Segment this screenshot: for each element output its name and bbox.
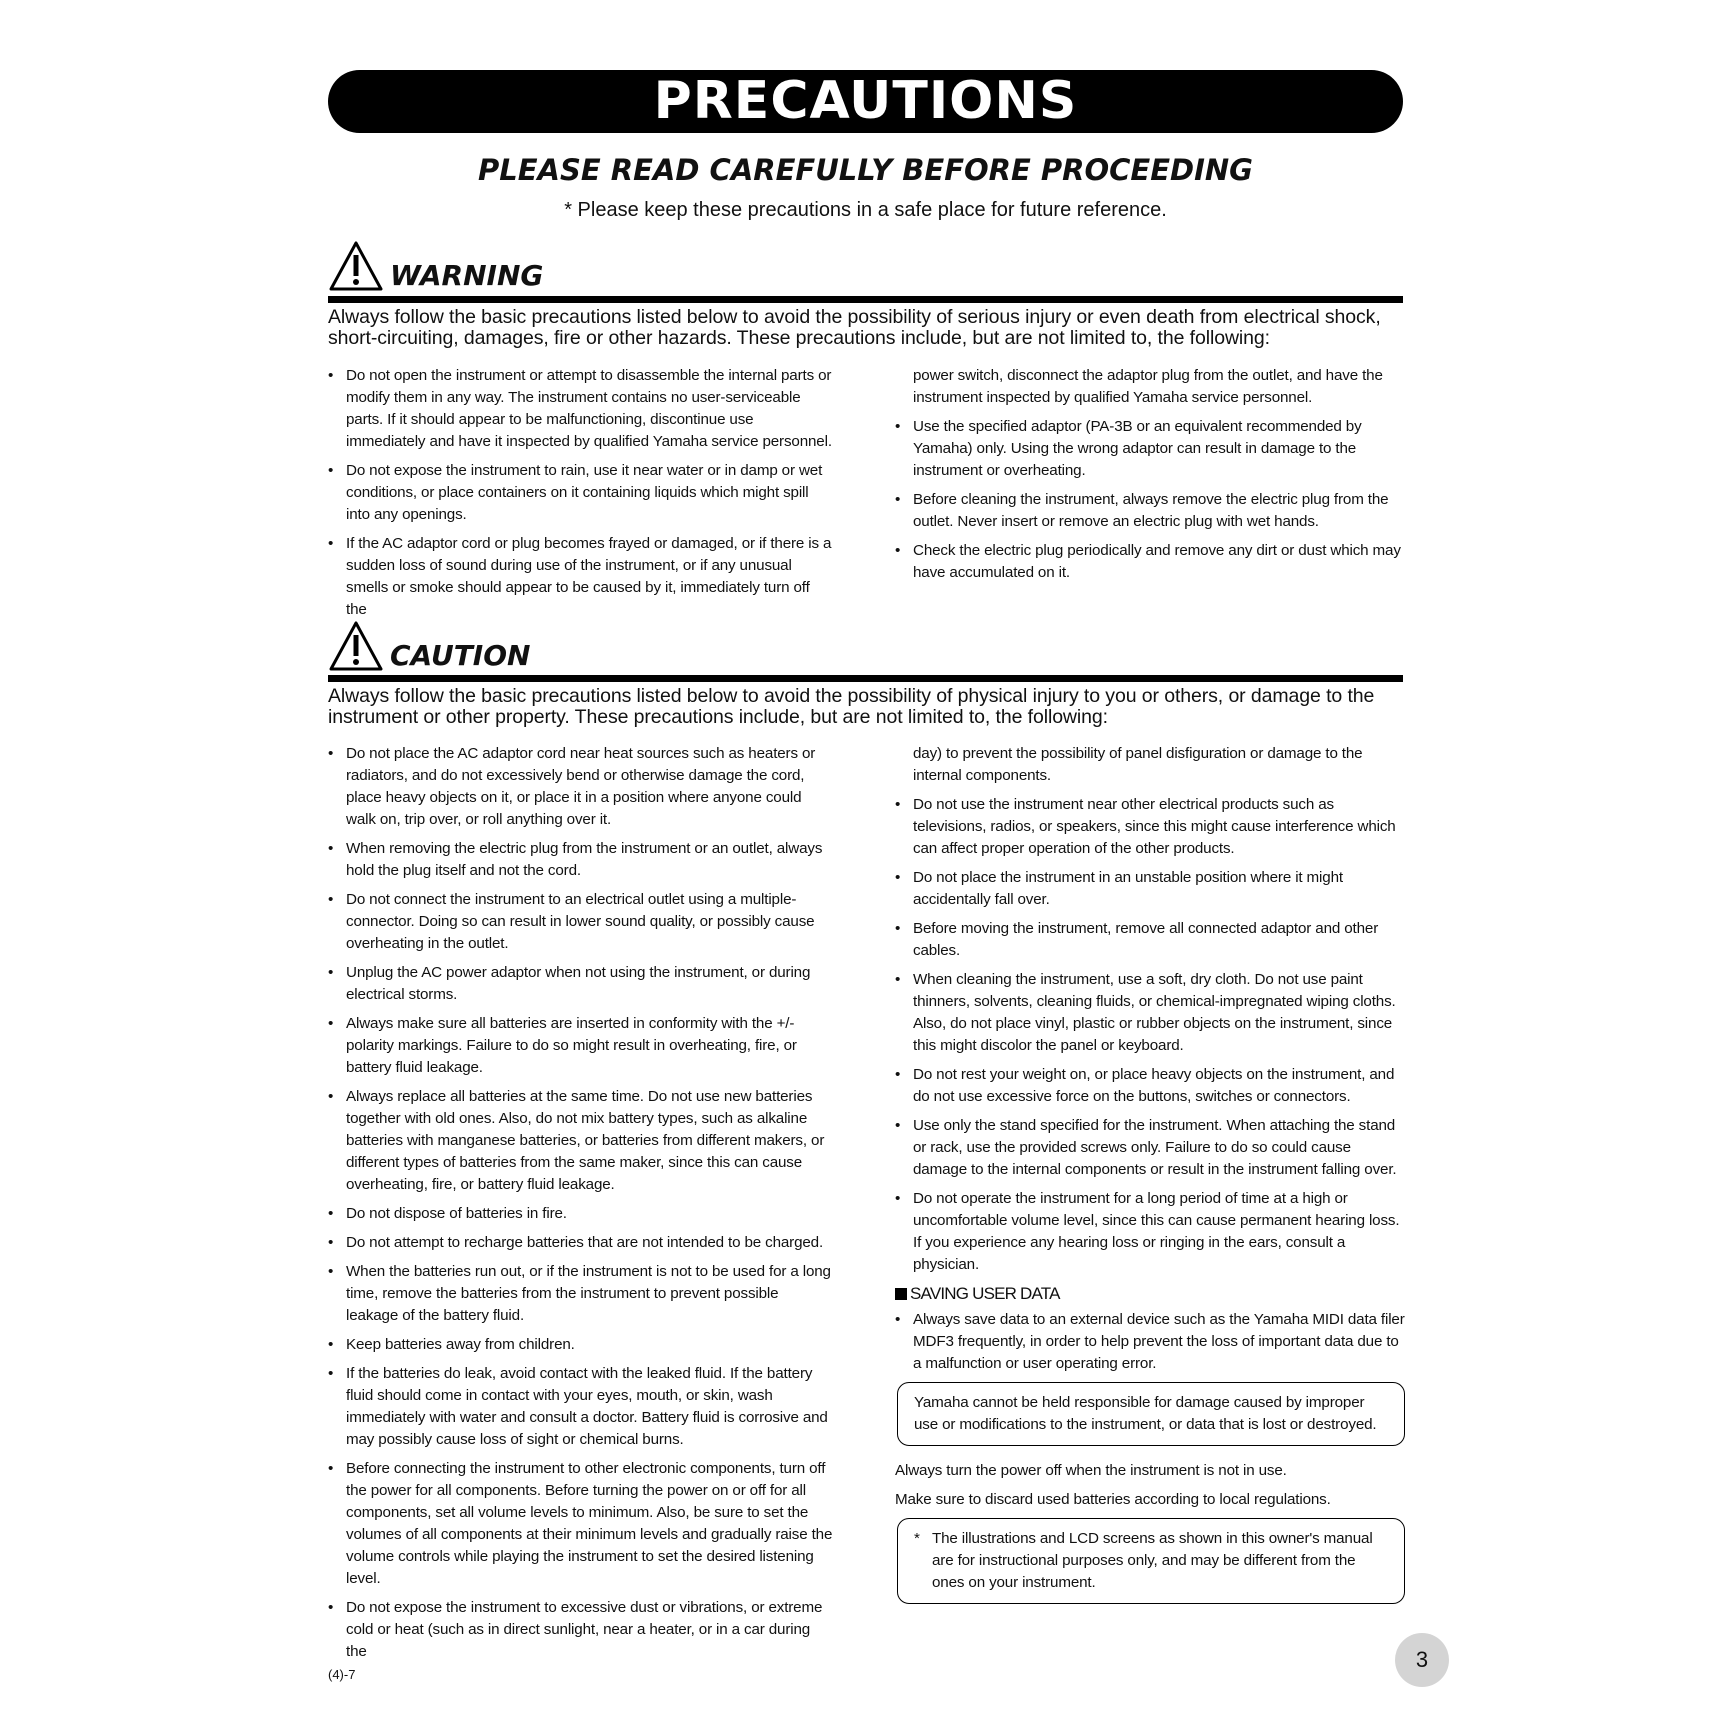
- list-item: • Do not use the instrument near other electrical products such as televisions, radios, or speakers, since this might cause interference which can affect proper operation of the other products.: [895, 794, 1405, 860]
- page-title: PRECAUTIONS: [328, 70, 1403, 133]
- caution-title: CAUTION: [390, 639, 531, 672]
- list-item: • When the batteries run out, or if the instrument is not to be used for a long time, remove the batteries from the instrument to prevent possible leakage of the battery fluid.: [328, 1261, 833, 1327]
- list-item: • When cleaning the instrument, use a soft, dry cloth. Do not use paint thinners, solvents, cleaning fluids, or chemical-impregnated wiping cloths. Also, do not place vinyl, plastic or rubber objects on the instrument, since this might discolor the panel or keyboard.: [895, 969, 1405, 1057]
- list-item: • Before cleaning the instrument, always remove the electric plug from the outlet. Never insert or remove an electric plug with wet hands.: [895, 489, 1405, 533]
- warning-column-right: [895, 365, 1405, 591]
- list-item: • Do not place the instrument in an unstable position where it might accidentally fall over.: [895, 867, 1405, 911]
- disclaimer-box: [897, 1382, 1405, 1446]
- list-item: power switch, disconnect the adaptor plug from the outlet, and have the instrument inspected by qualified Yamaha service personnel.: [913, 367, 1383, 406]
- caution-rule: [328, 675, 1403, 682]
- warning-column-left: [328, 365, 833, 628]
- list-item: • Do not attempt to recharge batteries that are not intended to be charged.: [328, 1232, 833, 1254]
- warning-intro: Always follow the basic precautions listed below to avoid the possibility of serious injury or even death from electrical shock, short-circuiting, damages, fire or other hazards. These precautions include, but are not limited to, the following:: [328, 306, 1381, 349]
- list-item: • Always make sure all batteries are inserted in conformity with the +/- polarity markings. Failure to do so might result in overheating, fire, or battery fluid leakage.: [328, 1013, 833, 1079]
- saving-heading-text: SAVING USER DATA: [910, 1284, 1060, 1303]
- list-item: • Use only the stand specified for the instrument. When attaching the stand or rack, use the provided screws only. Failure to do so could cause damage to the internal components or result in the instrument falling over.: [895, 1115, 1405, 1181]
- list-item: • Do not expose the instrument to rain, use it near water or in damp or wet conditions, or place containers on it containing liquids which might spill into any openings.: [328, 460, 833, 526]
- caution-column-right: [895, 743, 1405, 1618]
- list-item: • Before connecting the instrument to other electronic components, turn off the power for all components. Before turning the power on or off for all components, set all volume levels to minimum. Also, be sure to set the volumes of all components at their minimum levels and gradually raise the volume controls while playing the instrument to set the desired listening level.: [328, 1458, 833, 1590]
- caution-intro: Always follow the basic precautions listed below to avoid the possibility of physical injury to you or others, or damage to the instrument or other property. These precautions include, but are not limited to, the following:: [328, 685, 1375, 728]
- page-subtitle: PLEASE READ CAREFULLY BEFORE PROCEEDING: [478, 153, 1253, 187]
- caution-column-left: [328, 743, 833, 1670]
- keep-note: * Please keep these precautions in a safe place for future reference.: [564, 199, 1167, 221]
- discard-batteries-note: Make sure to discard used batteries according to local regulations.: [895, 1491, 1331, 1508]
- page-code: (4)-7: [328, 1667, 356, 1682]
- list-item: • Use the specified adaptor (PA-3B or an equivalent recommended by Yamaha) only. Using the wrong adaptor can result in damage to the instrument or overheating.: [895, 416, 1405, 482]
- list-item: • Unplug the AC power adaptor when not using the instrument, or during electrical storms.: [328, 962, 833, 1006]
- warning-triangle-icon: [328, 240, 384, 292]
- warning-rule: [328, 296, 1403, 303]
- list-item: • Keep batteries away from children.: [328, 1334, 833, 1356]
- list-item: • Do not operate the instrument for a long period of time at a high or uncomfortable volume level, since this can cause permanent hearing loss. If you experience any hearing loss or ringing in the ears, consult a physician.: [895, 1188, 1405, 1276]
- list-item: • Always save data to an external device such as the Yamaha MIDI data filer MDF3 frequently, in order to help prevent the loss of important data due to a malfunction or user operating error.: [895, 1309, 1405, 1375]
- illustrations-note-text: The illustrations and LCD screens as shown in this owner's manual are for instructional purposes only, and may be different from the ones on your instrument.: [932, 1530, 1373, 1591]
- warning-title: WARNING: [390, 259, 544, 292]
- list-item: • Do not connect the instrument to an electrical outlet using a multiple-connector. Doing so can result in lower sound quality, or possibly cause overheating in the outlet.: [328, 889, 833, 955]
- list-item: • Do not place the AC adaptor cord near heat sources such as heaters or radiators, and do not excessively bend or otherwise damage the cord, place heavy objects on it, or place it in a position where anyone could walk on, trip over, or roll anything over it.: [328, 743, 833, 831]
- illustrations-note-box: [897, 1518, 1405, 1604]
- list-item: • Do not expose the instrument to excessive dust or vibrations, or extreme cold or heat (such as in direct sunlight, near a heater, or in a car during the: [328, 1597, 833, 1663]
- caution-triangle-icon: [328, 620, 384, 672]
- list-item: • Check the electric plug periodically and remove any dirt or dust which may have accumulated on it.: [895, 540, 1405, 584]
- disclaimer-text: Yamaha cannot be held responsible for damage caused by improper use or modifications to the instrument, or data that is lost or destroyed.: [914, 1394, 1377, 1433]
- list-item: • Do not rest your weight on, or place heavy objects on the instrument, and do not use excessive force on the buttons, switches or connectors.: [895, 1064, 1405, 1108]
- saving-user-data-heading: [895, 1283, 1405, 1305]
- list-item: • Always replace all batteries at the same time. Do not use new batteries together with old ones. Also, do not mix battery types, such as alkaline batteries with manganese batteries, or batteries from different makers, or different types of batteries from the same maker, since this can cause overheating, fire, or battery fluid leakage.: [328, 1086, 833, 1196]
- caution-heading: [328, 620, 1403, 680]
- list-item: • Before moving the instrument, remove all connected adaptor and other cables.: [895, 918, 1405, 962]
- power-off-note: Always turn the power off when the instrument is not in use.: [895, 1462, 1287, 1479]
- list-item: • When removing the electric plug from the instrument or an outlet, always hold the plug itself and not the cord.: [328, 838, 833, 882]
- page-number: 3: [1395, 1633, 1449, 1687]
- list-item: day) to prevent the possibility of panel disfiguration or damage to the internal components.: [913, 745, 1363, 784]
- list-item: • Do not open the instrument or attempt to disassemble the internal parts or modify them in any way. The instrument contains no user-serviceable parts. If it should appear to be malfunctioning, discontinue use immediately and have it inspected by qualified Yamaha service personnel.: [328, 365, 833, 453]
- list-item: • If the batteries do leak, avoid contact with the leaked fluid. If the battery fluid should come in contact with your eyes, mouth, or skin, wash immediately with water and consult a doctor. Battery fluid is corrosive and may possibly cause loss of sight or chemical burns.: [328, 1363, 833, 1451]
- warning-heading: [328, 240, 1403, 300]
- list-item: • Do not dispose of batteries in fire.: [328, 1203, 833, 1225]
- asterisk-mark: *: [914, 1530, 920, 1547]
- square-bullet-icon: [895, 1288, 907, 1300]
- list-item: • If the AC adaptor cord or plug becomes frayed or damaged, or if there is a sudden loss of sound during use of the instrument, or if any unusual smells or smoke should appear to be caused by it, immediately turn off the: [328, 533, 833, 621]
